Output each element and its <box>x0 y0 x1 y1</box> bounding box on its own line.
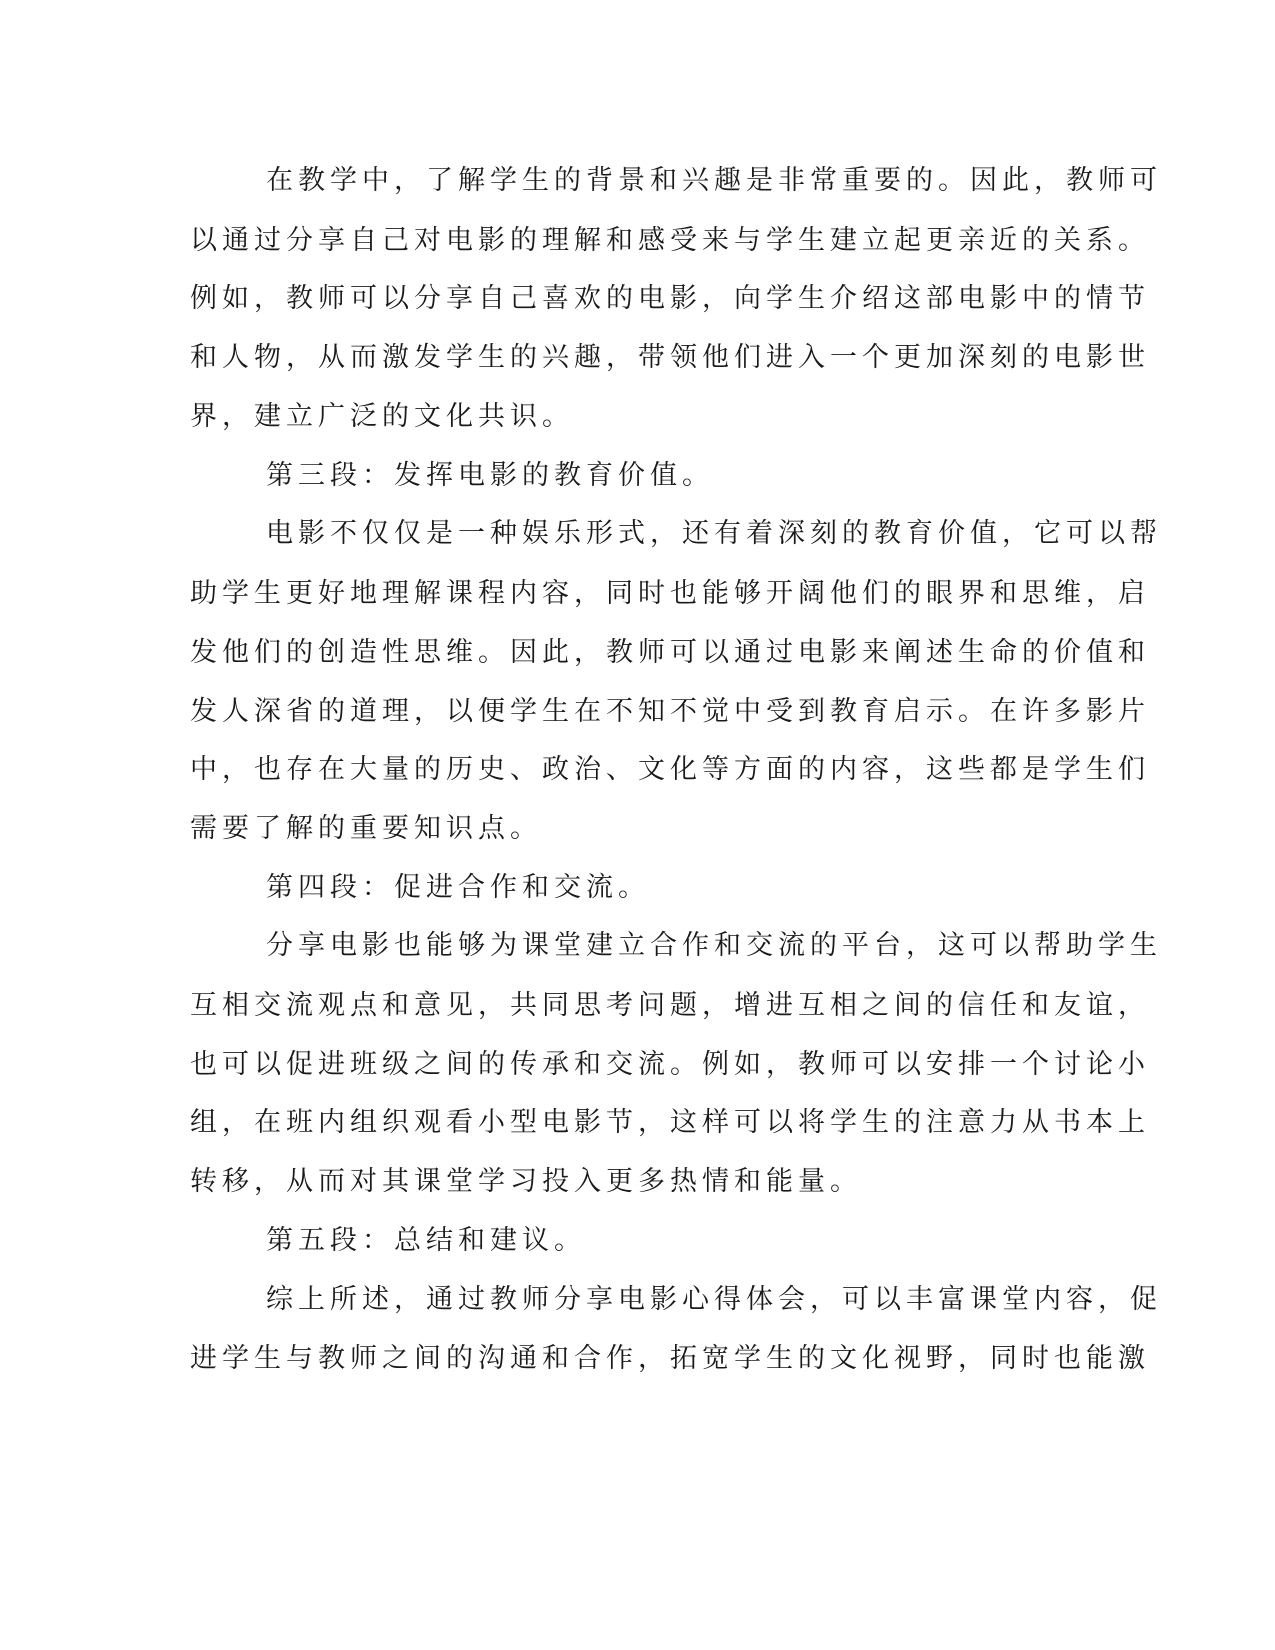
paragraph-3-line-6: 需要了解的重要知识点。 <box>190 813 542 844</box>
paragraph-5-line-1: 综上所述，通过教师分享电影心得体会，可以丰富课堂内容，促 <box>266 1284 1162 1315</box>
paragraph-3-line-3: 发他们的创造性思维。因此，教师可以通过电影来阐述生命的价值和 <box>190 637 1150 668</box>
paragraph-3-line-4: 发人深省的道理，以便学生在不知不觉中受到教育启示。在许多影片 <box>190 696 1150 727</box>
paragraph-3-line-5: 中，也存在大量的历史、政治、文化等方面的内容，这些都是学生们 <box>190 754 1150 785</box>
paragraph-4-line-5: 转移，从而对其课堂学习投入更多热情和能量。 <box>190 1166 862 1197</box>
paragraph-4-line-3: 也可以促进班级之间的传承和交流。例如，教师可以安排一个讨论小 <box>190 1049 1150 1080</box>
paragraph-1-line-1: 在教学中，了解学生的背景和兴趣是非常重要的。因此，教师可 <box>266 165 1162 196</box>
paragraph-4-line-1: 分享电影也能够为课堂建立合作和交流的平台，这可以帮助学生 <box>266 930 1162 961</box>
paragraph-4-line-2: 互相交流观点和意见，共同思考问题，增进互相之间的信任和友谊， <box>190 990 1150 1021</box>
paragraph-4-line-4: 组，在班内组织观看小型电影节，这样可以将学生的注意力从书本上 <box>190 1107 1150 1138</box>
section-heading-5: 第五段：总结和建议。 <box>266 1225 586 1256</box>
paragraph-1-line-3: 例如，教师可以分享自己喜欢的电影，向学生介绍这部电影中的情节 <box>190 283 1150 314</box>
paragraph-3-line-1: 电影不仅仅是一种娱乐形式，还有着深刻的教育价值，它可以帮 <box>266 518 1162 549</box>
paragraph-5-line-2: 进学生与教师之间的沟通和合作，拓宽学生的文化视野，同时也能激 <box>190 1343 1150 1374</box>
paragraph-3-line-2: 助学生更好地理解课程内容，同时也能够开阔他们的眼界和思维，启 <box>190 578 1150 609</box>
section-heading-3: 第三段：发挥电影的教育价值。 <box>266 460 714 491</box>
paragraph-1-line-2: 以通过分享自己对电影的理解和感受来与学生建立起更亲近的关系。 <box>190 225 1150 256</box>
paragraph-1-line-4: 和人物，从而激发学生的兴趣，带领他们进入一个更加深刻的电影世 <box>190 342 1150 373</box>
paragraph-1-line-5: 界，建立广泛的文化共识。 <box>190 401 574 432</box>
section-heading-4: 第四段：促进合作和交流。 <box>266 872 650 903</box>
